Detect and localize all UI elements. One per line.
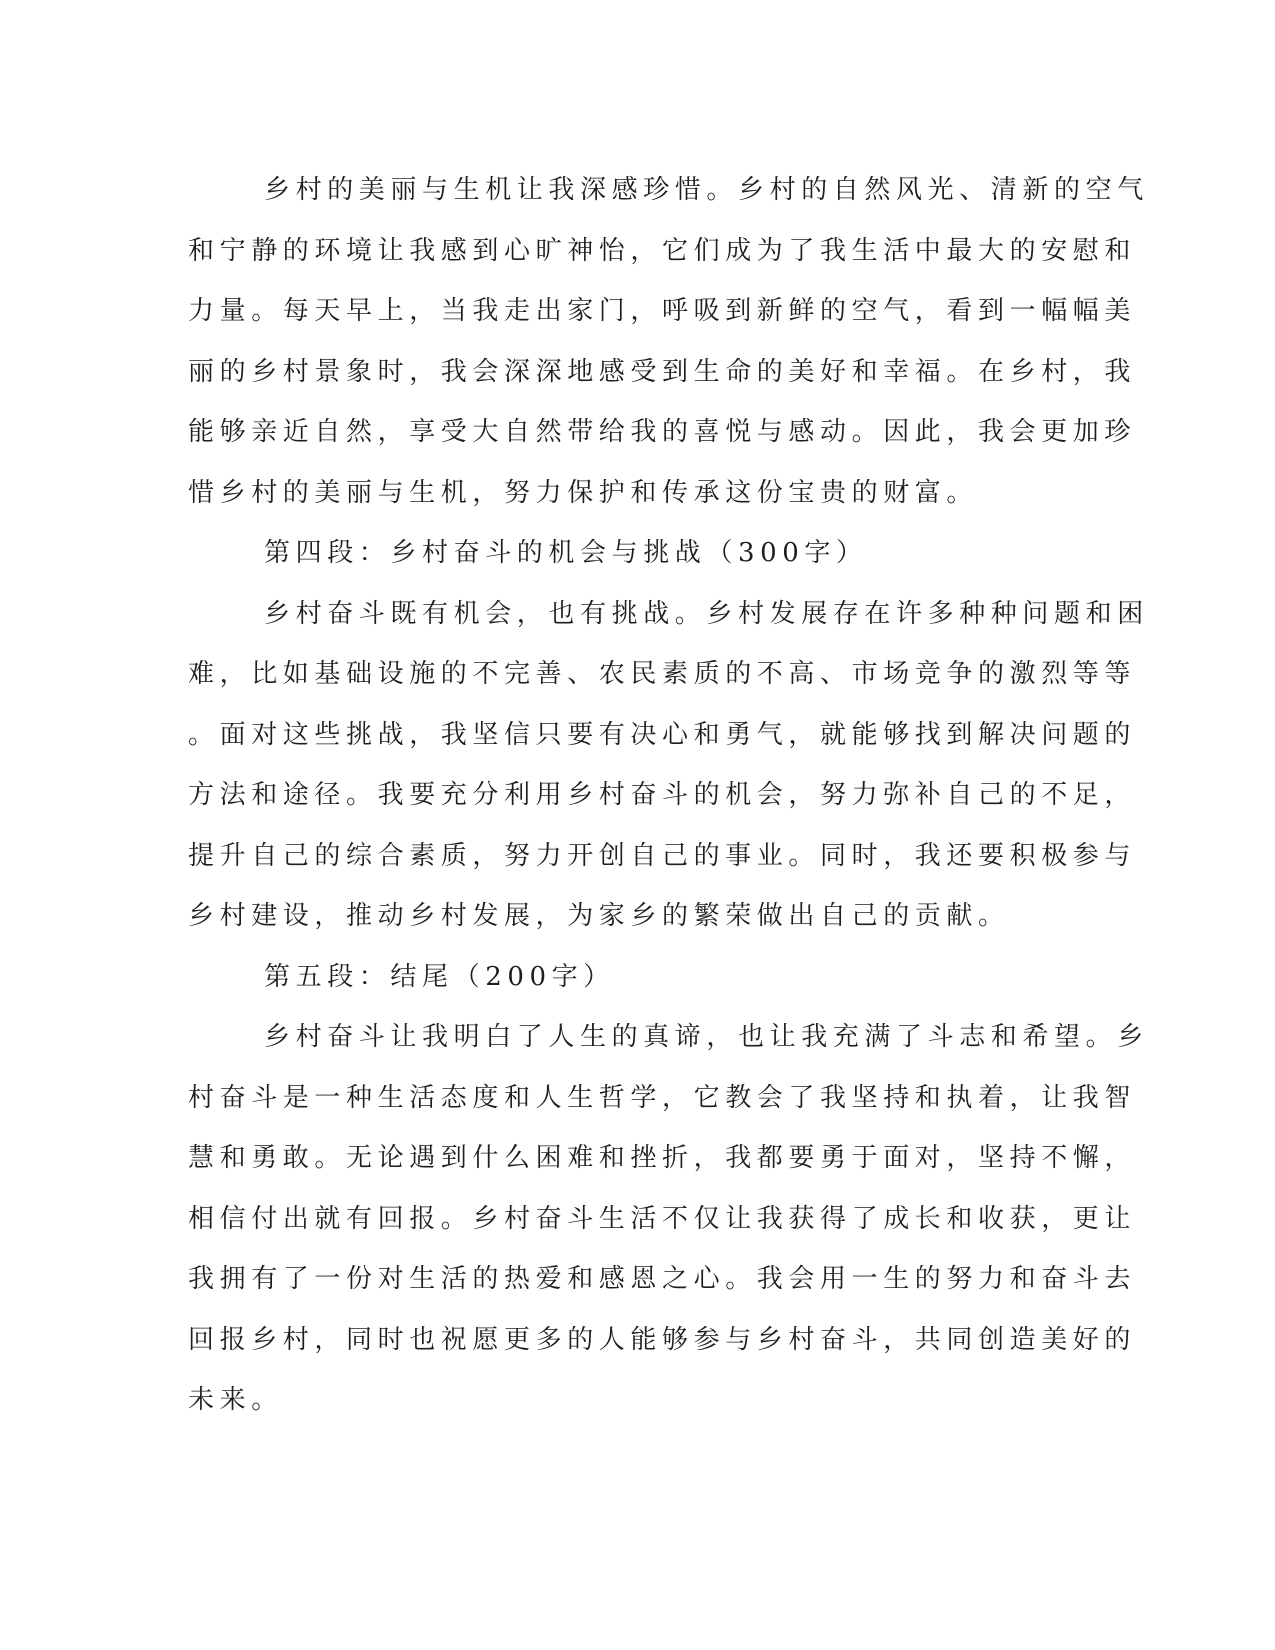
text-line: 丽的乡村景象时，我会深深地感受到生命的美好和幸福。在乡村，我	[188, 356, 1137, 387]
text-line: 第五段：结尾（200字）	[264, 961, 615, 992]
document-page	[188, 160, 1149, 1431]
text-line: 我拥有了一份对生活的热爱和感恩之心。我会用一生的努力和奋斗去	[188, 1264, 1137, 1294]
text-line: 难，比如基础设施的不完善、农民素质的不高、市场竞争的激烈等等	[188, 659, 1137, 689]
text-line: 相信付出就有回报。乡村奋斗生活不仅让我获得了成长和收获，更让	[188, 1203, 1137, 1234]
text-line: 慧和勇敢。无论遇到什么困难和挫折，我都要勇于面对，坚持不懈，	[188, 1143, 1137, 1173]
text-line: 第四段：乡村奋斗的机会与挑战（300字）	[264, 538, 868, 568]
text-line: 乡村奋斗既有机会，也有挑战。乡村发展存在许多种种问题和困	[264, 598, 1149, 629]
text-line: 力量。每天早上，当我走出家门，呼吸到新鲜的空气，看到一幅幅美	[188, 296, 1137, 326]
text-line: 能够亲近自然，享受大自然带给我的喜悦与感动。因此，我会更加珍	[188, 417, 1137, 447]
text-line: 提升自己的综合素质，努力开创自己的事业。同时，我还要积极参与	[188, 840, 1137, 871]
text-line: 未来。	[188, 1385, 283, 1415]
text-line: 村奋斗是一种生活态度和人生哲学，它教会了我坚持和执着，让我智	[188, 1082, 1137, 1113]
text-line: 乡村奋斗让我明白了人生的真谛，也让我充满了斗志和希望。乡	[264, 1022, 1149, 1052]
text-line: 乡村的美丽与生机让我深感珍惜。乡村的自然风光、清新的空气	[264, 175, 1149, 205]
text-line: 。面对这些挑战，我坚信只要有决心和勇气，就能够找到解决问题的	[188, 719, 1137, 750]
text-line: 和宁静的环境让我感到心旷神怡，它们成为了我生活中最大的安慰和	[188, 235, 1137, 266]
text-line: 回报乡村，同时也祝愿更多的人能够参与乡村奋斗，共同创造美好的	[188, 1324, 1137, 1355]
text-line: 惜乡村的美丽与生机，努力保护和传承这份宝贵的财富。	[188, 477, 979, 508]
text-line: 乡村建设，推动乡村发展，为家乡的繁荣做出自己的贡献。	[188, 901, 1010, 931]
text-line: 方法和途径。我要充分利用乡村奋斗的机会，努力弥补自己的不足，	[188, 780, 1137, 810]
